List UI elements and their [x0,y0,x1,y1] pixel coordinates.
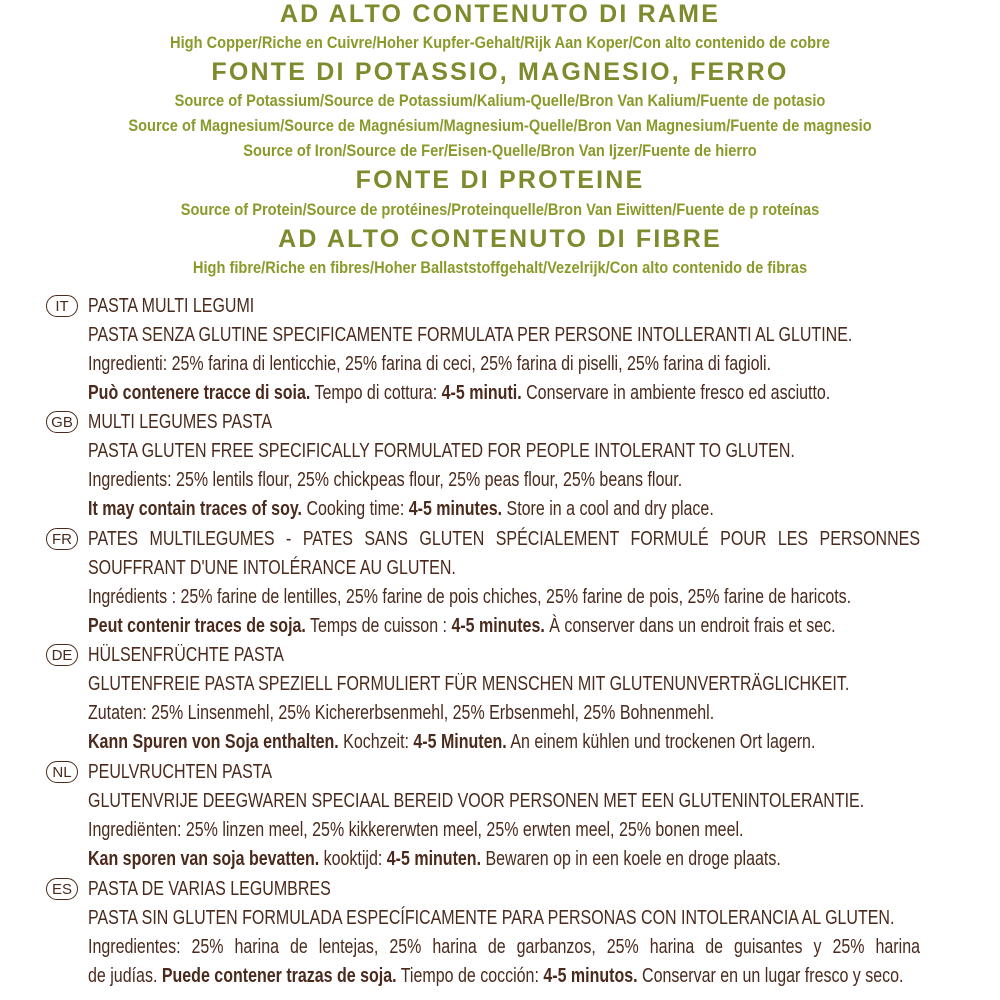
cooking-label-fr: Temps de cuisson : [310,615,447,637]
cooking-time-de: 4-5 Minuten. [413,731,507,753]
cooking-time-fr: 4-5 minutes. [451,615,545,637]
cooking-label-gb: Cooking time: [306,498,405,520]
product-name-nl: PEULVRUCHTEN PASTA [88,761,273,783]
allergen-es: Puede contener trazas de soja. [161,965,397,987]
claim-minerals-title: FONTE DI POTASSIO, MAGNESIO, FERRO [211,58,789,86]
product-name-it: PASTA MULTI LEGUMI [88,295,255,317]
instructions-it [88,379,840,407]
allergen-fr: Peut contenir traces de soja. [88,615,306,637]
storage-fr: À conserver dans un endroit frais et sec. [549,615,836,637]
ingredients-es: Ingredientes: 25% harina de lentejas, 25% harina de garbanzos, 25% harina de guisantes y 25% harina [88,936,920,958]
product-name-de: HÜLSENFRÜCHTE PASTA [88,644,284,666]
instructions-de [88,728,840,756]
ingredients-fr: Ingrédients : 25% farine de lentilles, 25% farine de pois chiches, 25% farine de pois, 25% farine de haricots. [88,586,852,608]
claim-fibre-subtitle: High fibre/Riche en fibres/Hoher Ballaststoffgehalt/Vezelrijk/Con alto contenido de fibras [192,258,808,277]
cooking-label-de: Kochzeit: [343,731,409,753]
product-name-es: PASTA DE VARIAS LEGUMBRES [88,878,331,900]
claim-copper-title: AD ALTO CONTENUTO DI RAME [279,0,721,28]
cooking-label-it: Tempo di cottura: [314,382,438,404]
instructions-nl [88,845,840,873]
description-es: PASTA SIN GLUTEN FORMULADA ESPECÍFICAMENTE PARA PERSONAS CON INTOLERANCIA AL GLUTEN. [88,907,895,929]
allergen-de: Kann Spuren von Soja enthalten. [88,731,339,753]
ingredients-nl: Ingrediënten: 25% linzen meel, 25% kikkererwten meel, 25% erwten meel, 25% bonen meel. [88,819,744,841]
cooking-label-nl: kooktijd: [323,848,383,870]
storage-de: An einem kühlen und trockenen Ort lagern. [510,731,816,753]
claim-potassium: Source of Potassium/Source de Potassium/Kalium-Quelle/Bron Van Kalium/Fuente de potasio [174,91,826,110]
lang-badge-it: IT [46,295,78,317]
cooking-label-es: Tiempo de cocción: [400,965,539,987]
ingredients-de: Zutaten: 25% Linsenmehl, 25% Kichererbsenmehl, 25% Erbsenmehl, 25% Bohnenmehl. [88,702,715,724]
instructions-es [88,962,904,990]
description-nl: GLUTENVRIJE DEEGWAREN SPECIAAL BEREID VOOR PERSONEN MET EEN GLUTENINTOLERANTIE. [88,790,865,812]
cooking-time-it: 4-5 minuti. [441,382,522,404]
claim-protein-subtitle: Source of Protein/Source de protéines/Proteinquelle/Bron Van Eiwitten/Fuente de p roteínas [180,200,820,219]
product-name-gb: MULTI LEGUMES PASTA [88,411,273,433]
allergen-gb: It may contain traces of soy. [88,498,302,520]
claim-fibre-title: AD ALTO CONTENUTO DI FIBRE [278,225,722,253]
description-gb: PASTA GLUTEN FREE SPECIFICALLY FORMULATED FOR PEOPLE INTOLERANT TO GLUTEN. [88,440,795,462]
instructions-fr [88,612,840,640]
storage-es: Conservar en un lugar fresco y seco. [642,965,904,987]
lang-badge-es: ES [46,878,78,900]
claim-iron: Source of Iron/Source de Fer/Eisen-Quelle/Bron Van Ijzer/Fuente de hierro [243,141,757,160]
lang-badge-gb: GB [46,411,78,433]
product-name-fr-cont: SOUFFRANT D'UNE INTOLÉRANCE AU GLUTEN. [88,557,456,579]
claim-protein-title: FONTE DI PROTEINE [355,166,645,194]
claim-magnesium: Source of Magnesium/Source de Magnésium/Magnesium-Quelle/Bron Van Magnesium/Fuente de magnesio [128,116,872,135]
ingredients-es-cont: de judías. [88,965,158,987]
cooking-time-gb: 4-5 minutes. [408,498,503,520]
ingredients-gb: Ingredients: 25% lentils flour, 25% chickpeas flour, 25% peas flour, 25% beans flour. [88,469,683,491]
cooking-time-nl: 4-5 minuten. [386,848,482,870]
storage-it: Conservare in ambiente fresco ed asciutto. [526,382,831,404]
lang-badge-de: DE [46,644,78,666]
allergen-nl: Kan sporen van soja bevatten. [88,848,320,870]
description-de: GLUTENFREIE PASTA SPEZIELL FORMULIERT FÜR MENSCHEN MIT GLUTENUNVERTRÄGLICHKEIT. [88,673,850,695]
claim-copper-subtitle: High Copper/Riche en Cuivre/Hoher Kupfer-Gehalt/Rijk Aan Koper/Con alto contenido de cobre [170,33,830,52]
cooking-time-es: 4-5 minutos. [543,965,638,987]
storage-nl: Bewaren op in een koele en droge plaats. [485,848,781,870]
lang-badge-nl: NL [46,761,78,783]
instructions-gb [88,495,840,523]
ingredients-it: Ingredienti: 25% farina di lenticchie, 25% farina di ceci, 25% farina di piselli, 25% farina di fagioli. [88,353,772,375]
description-it: PASTA SENZA GLUTINE SPECIFICAMENTE FORMULATA PER PERSONE INTOLLERANTI AL GLUTINE. [88,324,853,346]
lang-badge-fr: FR [46,528,78,550]
product-name-fr: PATES MULTILEGUMES - PATES SANS GLUTEN SPÉCIALEMENT FORMULÉ POUR LES PERSONNES [88,528,920,550]
allergen-it: Può contenere tracce di soia. [88,382,311,404]
storage-gb: Store in a cool and dry place. [506,498,714,520]
